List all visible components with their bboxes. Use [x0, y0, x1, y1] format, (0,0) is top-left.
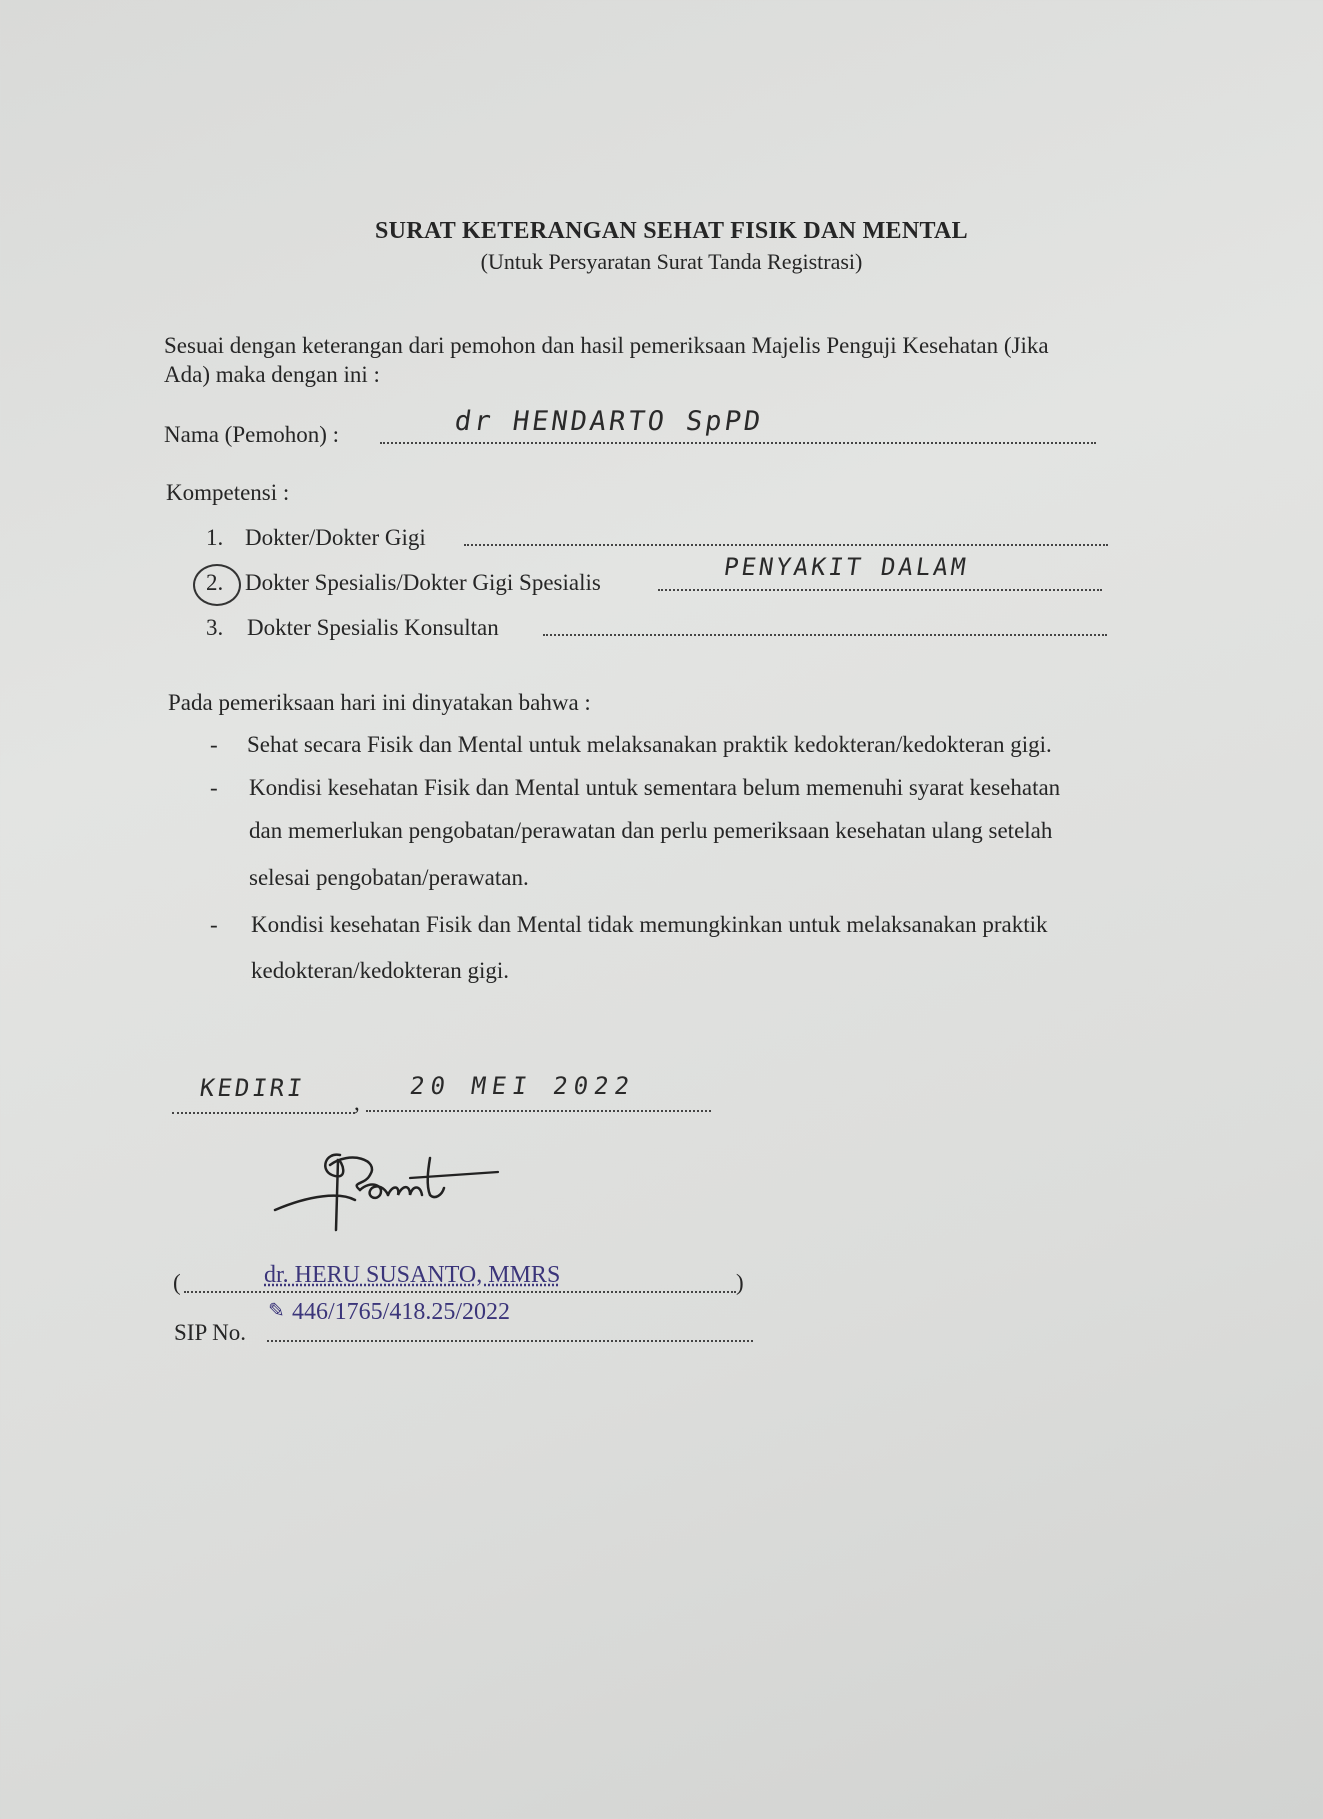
signer-dotted-line [184, 1291, 736, 1293]
document-subtitle: (Untuk Persyaratan Surat Tanda Registrasi) [480, 249, 863, 274]
pemeriksaan-item-2-line-3: selesai pengobatan/perawatan. [249, 865, 529, 890]
pemeriksaan-item-3-line-2: kedokteran/kedokteran gigi. [251, 958, 510, 983]
place-dotted-line [172, 1112, 355, 1114]
close-paren: ) [736, 1270, 744, 1295]
pemeriksaan-item-3-line-1: Kondisi kesehatan Fisik dan Mental tidak memungkinkan untuk melaksanakan praktik [251, 912, 1048, 937]
intro-line-1: Sesuai dengan keterangan dari pemohon dan hasil pemeriksaan Majelis Penguji Kesehatan (Jika [164, 333, 1049, 358]
pemeriksaan-item-1-line-1: Sehat secara Fisik dan Mental untuk melaksanakan praktik kedokteran/kedokteran gigi. [247, 732, 1052, 757]
sip-label: SIP No. [174, 1320, 246, 1345]
bullet-1: - [210, 732, 218, 757]
nama-dotted-line [380, 442, 1096, 444]
bullet-2: - [210, 775, 218, 800]
pemeriksaan-label: Pada pemeriksaan hari ini dinyatakan bahwa : [168, 690, 591, 715]
document-title: SURAT KETERANGAN SEHAT FISIK DAN MENTAL [375, 218, 968, 244]
kompetensi-label: Kompetensi : [166, 480, 290, 505]
kompetensi-1-label: Dokter/Dokter Gigi [245, 525, 426, 550]
date-dotted-line [366, 1110, 711, 1112]
signer-name: dr. HERU SUSANTO, MMRS [264, 1262, 561, 1288]
kompetensi-1-num: 1. [206, 525, 224, 550]
sip-marker-icon: ✎ [268, 1300, 285, 1322]
kompetensi-1-dotted-line [464, 544, 1108, 546]
kompetensi-2-num: 2. [206, 570, 224, 595]
sip-number: 446/1765/418.25/2022 [292, 1299, 511, 1325]
pemeriksaan-item-2-line-1: Kondisi kesehatan Fisik dan Mental untuk sementara belum memenuhi syarat kesehatan [249, 775, 1061, 800]
kompetensi-3-num: 3. [206, 615, 224, 640]
intro-line-2: Ada) maka dengan ini : [164, 362, 380, 387]
bullet-3: - [210, 912, 218, 937]
kompetensi-2-value: PENYAKIT DALAM [722, 553, 971, 581]
signature-mark [270, 1140, 510, 1240]
kompetensi-2-label: Dokter Spesialis/Dokter Gigi Spesialis [245, 570, 601, 595]
place-value: KEDIRI [198, 1074, 307, 1102]
kompetensi-3-label: Dokter Spesialis Konsultan [247, 615, 499, 640]
open-paren: ( [173, 1270, 181, 1295]
date-value: 20 MEI 2022 [408, 1072, 637, 1100]
nama-value: dr HENDARTO SpPD [452, 406, 766, 437]
place-date-comma: , [354, 1090, 360, 1115]
pemeriksaan-item-2-line-2: dan memerlukan pengobatan/perawatan dan perlu pemeriksaan kesehatan ulang setelah [249, 818, 1053, 843]
kompetensi-3-dotted-line [543, 634, 1107, 636]
kompetensi-2-dotted-line [658, 589, 1102, 591]
sip-dotted-line [267, 1340, 753, 1342]
nama-label: Nama (Pemohon) : [164, 422, 340, 447]
